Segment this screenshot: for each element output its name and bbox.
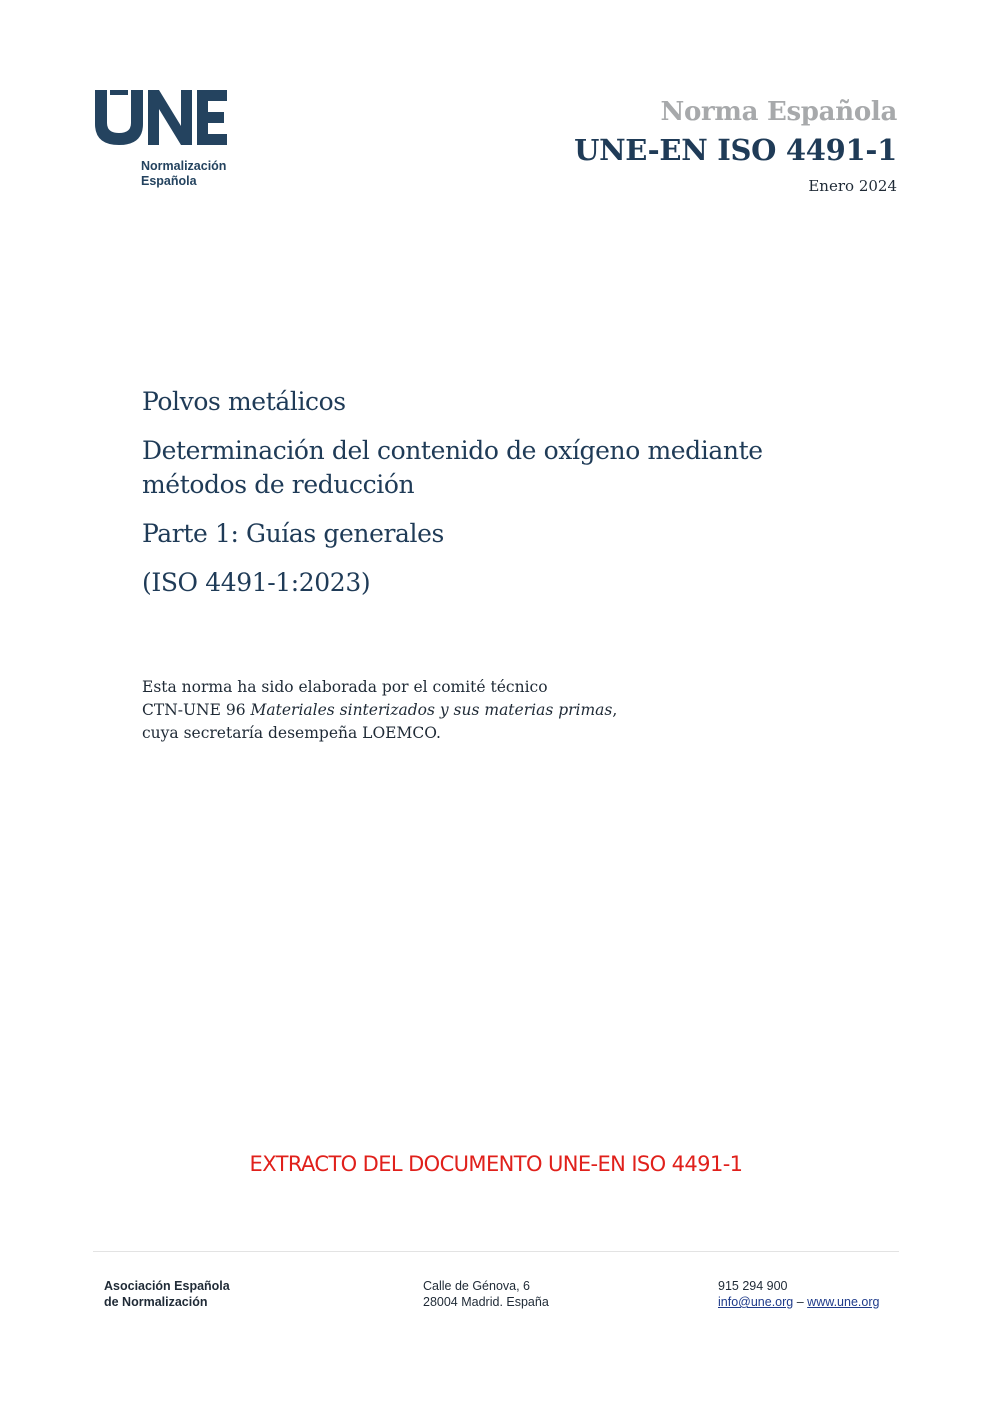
footer-phone: 915 294 900 [718,1279,788,1293]
title-line-2: Determinación del contenido de oxígeno mediante métodos de reducción [142,436,763,499]
logo-subtitle-line1: Normalización [141,159,227,173]
footer-link-separator: – [796,1295,804,1309]
footer-address-line2: 28004 Madrid. España [423,1295,549,1309]
committee-code: CTN-UNE 96 [142,701,246,719]
logo-subtitle-line2: Española [141,174,197,188]
footer-organization [104,1278,230,1310]
committee-statement [142,676,742,745]
title-line-1: Polvos metálicos [142,387,346,416]
document-titles [142,385,862,615]
standard-code: UNE-EN ISO 4491-1 [574,133,897,167]
une-logo-mark [93,90,228,145]
title-line-4: (ISO 4491-1:2023) [142,568,371,597]
extract-notice: EXTRACTO DEL DOCUMENTO UNE-EN ISO 4491-1 [249,1152,743,1176]
standard-header [477,95,897,195]
footer-links [718,1294,879,1310]
une-logo-subtitle [141,159,243,189]
une-logo [93,90,243,189]
committee-line-1: Esta norma ha sido elaborada por el comité técnico [142,678,548,696]
publication-date: Enero 2024 [808,177,897,195]
website-link[interactable]: www.une.org [807,1295,880,1309]
footer-contact [718,1278,879,1310]
committee-line-2 [142,699,742,722]
footer-divider [93,1251,899,1252]
committee-line-2-end: , [612,701,618,719]
footer-org-line2: de Normalización [104,1295,208,1309]
norma-label: Norma Española [660,97,897,127]
footer-address-line1: Calle de Génova, 6 [423,1279,531,1293]
committee-name: Materiales sinterizados y sus materias primas [250,701,613,719]
footer-org-line1: Asociación Española [104,1279,230,1293]
email-link[interactable]: info@une.org [718,1295,794,1309]
footer-address [423,1278,549,1310]
committee-line-3: cuya secretaría desempeña LOEMCO. [142,724,441,742]
title-line-3: Parte 1: Guías generales [142,519,444,548]
